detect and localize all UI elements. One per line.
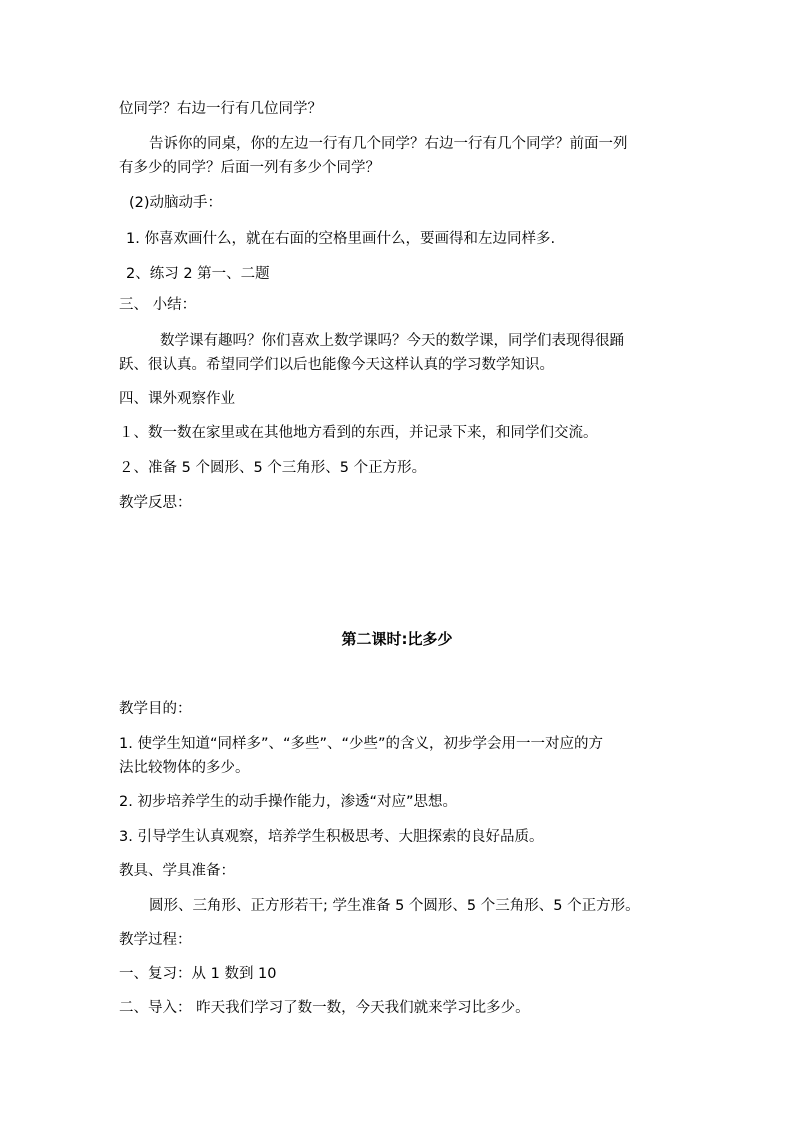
- text-line: 1. 你喜欢画什么，就在右面的空格里画什么，要画得和左边同样多.: [126, 231, 556, 247]
- text-line: 数学课有趣吗？你们喜欢上数学课吗？今天的数学课，同学们表现得很踊: [160, 333, 624, 349]
- text-line: 有多少的同学？后面一列有多少个同学？: [119, 160, 380, 176]
- text-line: 告诉你的同桌，你的左边一行有几个同学？右边一行有几个同学？前面一列: [149, 136, 628, 152]
- text-line: (2)动脑动手：: [129, 195, 223, 211]
- text-line: 2. 初步培养学生的动手操作能力，渗透“对应”思想。: [119, 794, 457, 810]
- text-line: 教具、学具准备：: [119, 863, 235, 879]
- text-line: 跃、很认真。希望同学们以后也能像今天这样认真的学习数学知识。: [119, 357, 554, 373]
- text-line: 1. 使学生知道“同样多”、“多些”、“少些”的含义，初步学会用一一对应的方: [119, 736, 604, 752]
- text-line: １、数一数在家里或在其他地方看到的东西，并记录下来，和同学们交流。: [119, 425, 598, 441]
- text-line: 一、复习：从 1 数到 10: [119, 966, 277, 982]
- text-line: 圆形、三角形、正方形若干; 学生准备 5 个圆形、5 个三角形、5 个正方形。: [149, 898, 640, 914]
- text-line: 教学反思：: [119, 495, 192, 511]
- text-line: 2、练习 2 第一、二题: [126, 266, 270, 282]
- section-heading: 四、课外观察作业: [119, 391, 235, 407]
- text-line: 3. 引导学生认真观察，培养学生积极思考、大胆探索的良好品质。: [119, 829, 544, 845]
- section-heading: 三、 小结：: [119, 297, 197, 313]
- lesson-title: 第二课时:比多少: [341, 630, 453, 648]
- text-line: ２、准备 5 个圆形、5 个三角形、5 个正方形。: [119, 460, 427, 476]
- text-line: 位同学？右边一行有几位同学？: [119, 101, 322, 117]
- text-line: 二、导入： 昨天我们学习了数一数，今天我们就来学习比多少。: [119, 1000, 530, 1016]
- text-line: 教学目的：: [119, 701, 192, 717]
- text-line: 法比较物体的多少。: [119, 760, 250, 776]
- text-line: 教学过程：: [119, 932, 192, 948]
